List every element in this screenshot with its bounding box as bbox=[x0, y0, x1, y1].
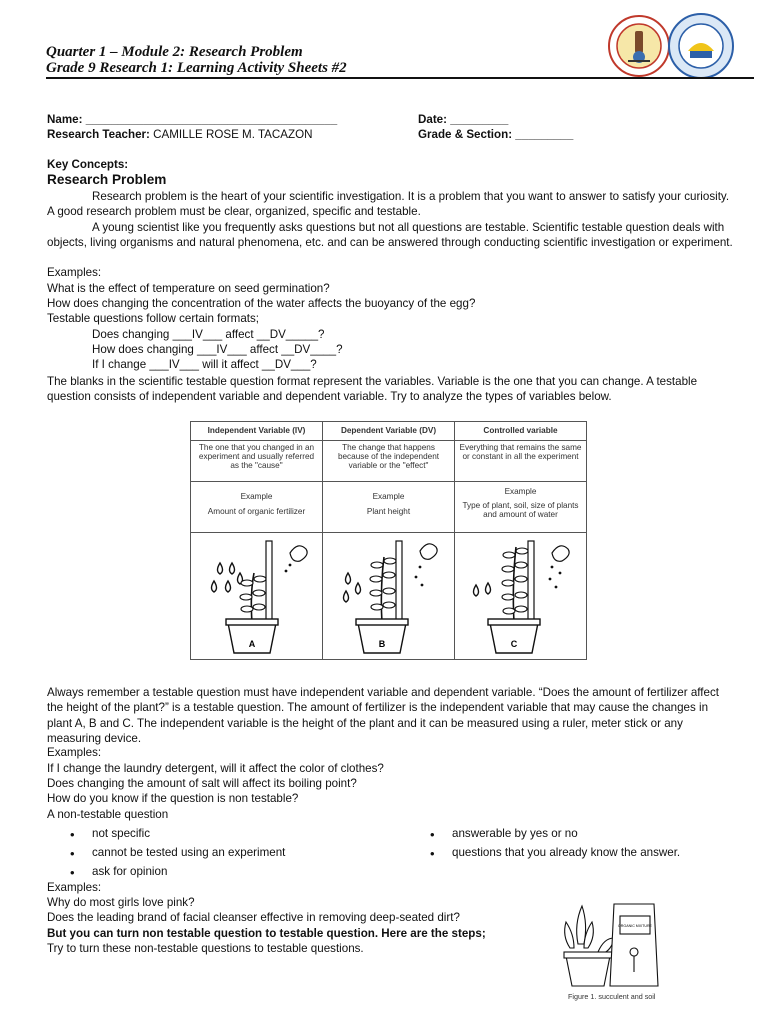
format-line: Does changing ___IV___ affect __DV_____? bbox=[92, 328, 325, 341]
teacher-field bbox=[47, 128, 312, 141]
header-subtitle: Grade 9 Research 1: Learning Activity Sheets #2 bbox=[46, 60, 347, 76]
example-line: Does the leading brand of facial cleanser effective in removing deep-seated dirt? bbox=[47, 911, 460, 924]
bullet-item: • questions that you already know the answer. bbox=[452, 846, 680, 859]
example-label: Example bbox=[372, 492, 405, 501]
examples-label: Examples: bbox=[47, 881, 102, 894]
format-line: If I change ___IV___ will it affect __DV___? bbox=[92, 358, 317, 371]
date-label: Date: bbox=[418, 113, 447, 126]
example-value: Type of plant, soil, size of plants and amount of water bbox=[462, 501, 579, 519]
figure-succulent-soil bbox=[558, 896, 678, 990]
name-field bbox=[47, 113, 337, 126]
question-nontestable: How do you know if the question is non testable? bbox=[47, 792, 299, 805]
key-concepts-label: Key Concepts: bbox=[47, 158, 129, 171]
paragraph-testable-questions: A young scientist like you frequently asks questions but not all questions are testable. Scientific testable question deals with objects, living organisms and natural phenomena, etc. and can be answered through conducting scientific investigation or experiment. bbox=[47, 221, 733, 250]
grade-blank: _________ bbox=[515, 128, 574, 141]
school-seal-logo bbox=[668, 13, 734, 79]
plant-drawing-icon bbox=[456, 533, 586, 657]
header-rule bbox=[46, 77, 754, 79]
teacher-label: Research Teacher: bbox=[47, 128, 150, 141]
paragraph-research-problem: Research problem is the heart of your scientific investigation. It is a problem that you want to answer to satisfy your curiosity. A good research problem must be clear, organized, specific and testable. bbox=[47, 190, 730, 219]
example-label: Example bbox=[504, 487, 537, 496]
bullet-item: • cannot be tested using an experiment bbox=[92, 846, 285, 859]
bag-label: ORGANIC MIXTURE bbox=[618, 924, 652, 928]
table-header-controlled: Controlled variable bbox=[455, 422, 587, 441]
steps-instruction: But you can turn non testable question to testable question. Here are the steps; bbox=[47, 927, 486, 940]
table-definition-iv: The one that you changed in an experiment and usually referred as the "cause" bbox=[191, 441, 323, 482]
table-header-iv: Independent Variable (IV) bbox=[191, 422, 323, 441]
table-example-iv bbox=[191, 482, 323, 533]
example-line: How does changing the concentration of the water affects the buoyancy of the egg? bbox=[47, 297, 476, 310]
department-seal-logo bbox=[608, 15, 670, 77]
variables-table bbox=[190, 421, 587, 660]
format-line: How does changing ___IV___ affect __DV____? bbox=[92, 343, 343, 356]
plant-drawing-icon bbox=[324, 533, 454, 657]
try-instruction: Try to turn these non-testable questions to testable questions. bbox=[47, 942, 364, 955]
grade-label: Grade & Section: bbox=[418, 128, 513, 141]
examples-label: Examples: bbox=[47, 746, 102, 759]
example-value: Amount of organic fertilizer bbox=[207, 507, 306, 516]
bullet-item: • answerable by yes or no bbox=[452, 827, 578, 840]
example-label: Example bbox=[240, 492, 273, 501]
date-blank: _________ bbox=[450, 113, 509, 126]
paragraph-variables: The blanks in the scientific testable question format represent the variables. Variable is the one that you can change. A testable question consists of independent variable and dependent variable. Try to analyze the types of variables below. bbox=[47, 375, 698, 404]
plant-illustration-a bbox=[191, 533, 323, 660]
header-title: Quarter 1 – Module 2: Research Problem bbox=[46, 44, 303, 60]
pot-label-b: B bbox=[378, 639, 385, 649]
succulent-soil-icon bbox=[558, 896, 678, 990]
table-example-controlled bbox=[455, 482, 587, 533]
name-label: Name: bbox=[47, 113, 83, 126]
teacher-value: CAMILLE ROSE M. TACAZON bbox=[153, 128, 313, 141]
example-line: Does changing the amount of salt will affect its boiling point? bbox=[47, 777, 357, 790]
section-title: Research Problem bbox=[47, 172, 167, 187]
plant-illustration-c bbox=[455, 533, 587, 660]
pot-label-c: C bbox=[510, 639, 517, 649]
paragraph-fertilizer-example: Always remember a testable question must have independent variable and dependent variable. “Does the amount of fertilizer affect the height of the plant?” is a testable question. The amount of fertilizer is the independent variable that may cause the changes in plant A, B and C. The independent variable is the height of the plant and it can be measured using a ruler, meter stick or any measuring device. bbox=[47, 686, 719, 746]
grade-field bbox=[418, 128, 573, 141]
bullet-item: • ask for opinion bbox=[92, 865, 167, 878]
table-header-dv: Dependent Variable (DV) bbox=[323, 422, 455, 441]
example-line: If I change the laundry detergent, will it affect the color of clothes? bbox=[47, 762, 384, 775]
date-field bbox=[418, 113, 508, 126]
examples-label: Examples: bbox=[47, 266, 102, 279]
figure-caption: Figure 1. succulent and soil bbox=[568, 992, 656, 1001]
formats-intro: Testable questions follow certain formats; bbox=[47, 312, 260, 325]
plant-drawing-icon bbox=[192, 533, 322, 657]
table-definition-dv: The change that happens because of the independent variable or the "effect" bbox=[323, 441, 455, 482]
example-line: What is the effect of temperature on seed germination? bbox=[47, 282, 330, 295]
name-blank: _______________________________________ bbox=[85, 113, 338, 126]
pot-label-a: A bbox=[248, 639, 255, 649]
table-example-dv bbox=[323, 482, 455, 533]
bullet-item: • not specific bbox=[92, 827, 150, 840]
example-value: Plant height bbox=[366, 507, 411, 516]
example-line: Why do most girls love pink? bbox=[47, 896, 195, 909]
nontestable-label: A non-testable question bbox=[47, 808, 169, 821]
plant-illustration-b bbox=[323, 533, 455, 660]
table-definition-controlled: Everything that remains the same or constant in all the experiment bbox=[455, 441, 587, 482]
